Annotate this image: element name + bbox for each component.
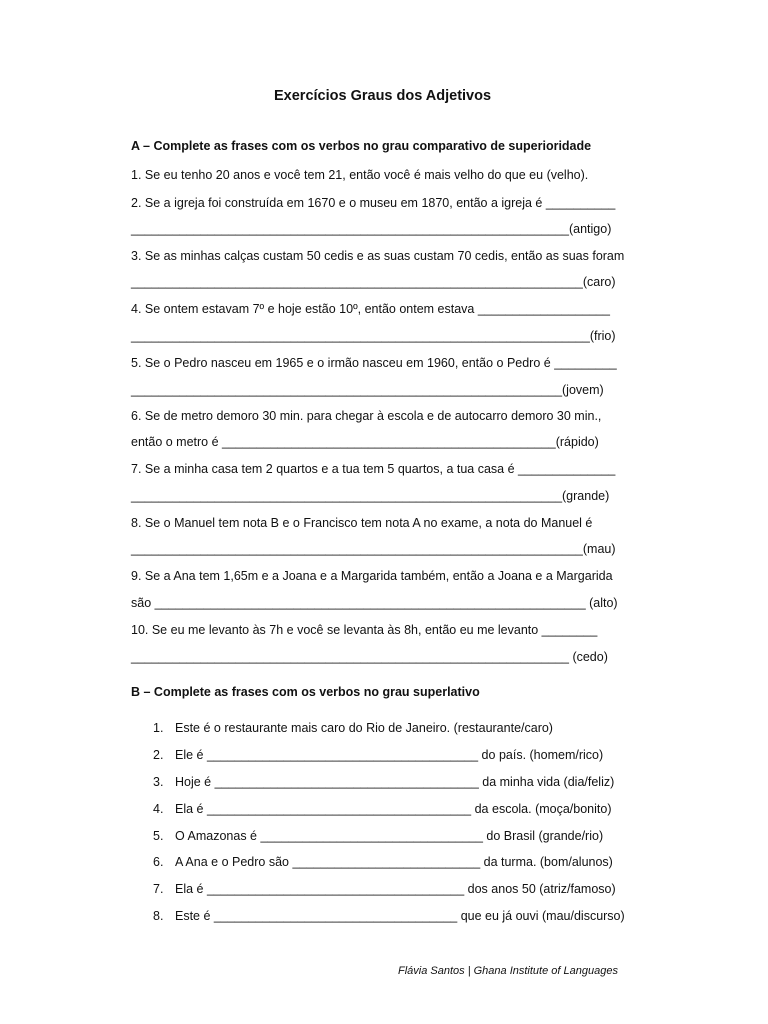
section-b-item-text: Ele é _______________________________________ do país. (homem/rico) (175, 748, 604, 762)
section-b-item-text: O Amazonas é ________________________________ do Brasil (grande/rio) (175, 829, 604, 843)
section-a-line: _______________________________________________________________ (cedo) (131, 650, 608, 664)
section-a-line: ______________________________________________________________(jovem) (131, 383, 604, 397)
section-a-line: 7. Se a minha casa tem 2 quartos e a tua tem 5 quartos, a tua casa é ______________ (131, 462, 616, 476)
section-b-item-number: 6. (153, 855, 164, 869)
section-a-line: _________________________________________________________________(caro) (131, 275, 616, 289)
section-b-item-text: Ela é _____________________________________ dos anos 50 (atriz/famoso) (175, 882, 616, 896)
section-b-item-number: 5. (153, 829, 164, 843)
section-a-line: ______________________________________________________________(grande) (131, 489, 610, 503)
section-b-item-number: 4. (153, 802, 164, 816)
section-a-line: 10. Se eu me levanto às 7h e você se levanta às 8h, então eu me levanto ________ (131, 623, 598, 637)
section-a-line: 9. Se a Ana tem 1,65m e a Joana e a Margarida também, então a Joana e a Margarida (131, 569, 613, 583)
section-b-item-text: Hoje é ______________________________________ da minha vida (dia/feliz) (175, 775, 615, 789)
section-a-line: 6. Se de metro demoro 30 min. para chegar à escola e de autocarro demoro 30 min., (131, 409, 602, 423)
section-a-heading: A – Complete as frases com os verbos no grau comparativo de superioridade (131, 139, 592, 153)
section-a-line: 2. Se a igreja foi construída em 1670 e o museu em 1870, então a igreja é __________ (131, 196, 616, 210)
section-a-line: 8. Se o Manuel tem nota B e o Francisco tem nota A no exame, a nota do Manuel é (131, 516, 593, 530)
section-a-line: _______________________________________________________________(antigo) (131, 222, 612, 236)
section-b-item-number: 3. (153, 775, 164, 789)
section-a-line: 1. Se eu tenho 20 anos e você tem 21, então você é mais velho do que eu (velho). (131, 168, 589, 182)
section-b-item-text: A Ana e o Pedro são ___________________________ da turma. (bom/alunos) (175, 855, 613, 869)
section-b-item-text: Ela é ______________________________________ da escola. (moça/bonito) (175, 802, 612, 816)
section-b-item-number: 1. (153, 721, 164, 735)
section-a-line: 4. Se ontem estavam 7º e hoje estão 10º, então ontem estava ___________________ (131, 302, 610, 316)
section-b-item-text: Este é ___________________________________ que eu já ouvi (mau/discurso) (175, 909, 625, 923)
section-b-item-number: 8. (153, 909, 164, 923)
section-a-line: são ______________________________________________________________ (alto) (131, 596, 618, 610)
worksheet-title: Exercícios Graus dos Adjetivos (274, 88, 492, 104)
section-b-heading: B – Complete as frases com os verbos no grau superlativo (131, 685, 480, 699)
page-footer: Flávia Santos | Ghana Institute of Languages (398, 965, 618, 977)
section-a-line: 3. Se as minhas calças custam 50 cedis e as suas custam 70 cedis, então as suas foram (131, 249, 625, 263)
section-a-line: então o metro é ________________________________________________(rápido) (131, 435, 599, 449)
section-b-item-text: Este é o restaurante mais caro do Rio de Janeiro. (restaurante/caro) (175, 721, 553, 735)
section-a-line: _________________________________________________________________(mau) (131, 542, 616, 556)
section-b-item-number: 7. (153, 882, 164, 896)
section-b-item-number: 2. (153, 748, 164, 762)
section-a-line: 5. Se o Pedro nasceu em 1965 e o irmão nasceu em 1960, então o Pedro é _________ (131, 356, 617, 370)
section-a-line: __________________________________________________________________(frio) (131, 329, 616, 343)
